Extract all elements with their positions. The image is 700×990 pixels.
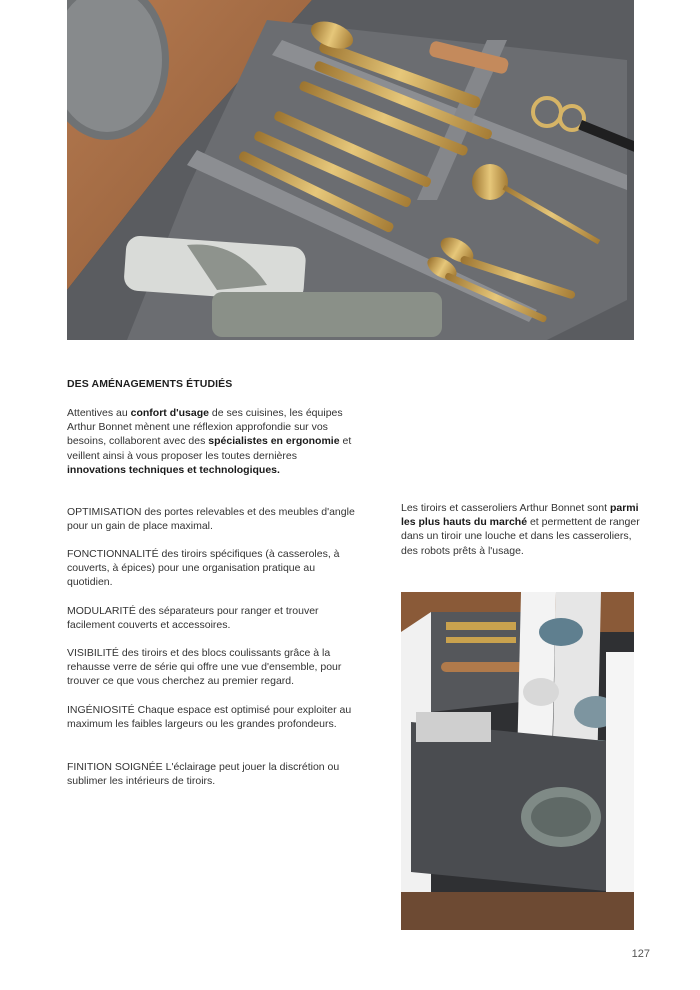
feature-title: MODULARITÉ [67, 605, 136, 617]
feature-fonctionnalite [67, 547, 357, 590]
feature-optimisation [67, 505, 357, 533]
feature-text: des séparateurs pour ranger et trouver facilement couverts et accessoires. [67, 605, 319, 632]
feature-title: INGÉNIOSITÉ [67, 704, 135, 716]
side-keyword: parmi les plus hauts du marché [401, 502, 639, 529]
feature-text: des portes relevables et des meubles d'angle pour un gain de place maximal. [67, 506, 355, 533]
feature-title: FINITION SOIGNÉE [67, 761, 163, 773]
intro-keyword: spécialistes en ergonomie [208, 435, 340, 448]
drawer-cutlery-photo [67, 0, 634, 340]
side-text: et permettent de ranger dans un tiroir une louche et dans les casseroliers, des robots prêts à l'usage. [401, 516, 640, 557]
feature-title: FONCTIONNALITÉ [67, 548, 159, 560]
side-text: Les tiroirs et casseroliers Arthur Bonnet sont [401, 502, 610, 514]
intro-text: de ses cuisines, les équipes Arthur Bonnet mènent une réflexion approfondie sur vos besoins, collaborent avec des [67, 407, 343, 448]
side-paragraph [401, 501, 641, 558]
feature-text: Chaque espace est optimisé pour exploiter au maximum les faibles largeurs ou les grandes profondeurs. [67, 704, 352, 731]
feature-text: des tiroirs et des blocs coulissants grâce à la rehausse verre de série qui offre une vue d'ensemble, pour trouver ce que vous cherchez au premier regard. [67, 647, 342, 688]
feature-visibilite [67, 646, 357, 689]
intro-text: Attentives au [67, 407, 131, 419]
feature-title: OPTIMISATION [67, 506, 142, 518]
intro-paragraph [67, 406, 357, 477]
intro-keyword: confort d'usage [130, 407, 209, 419]
section-heading: DES AMÉNAGEMENTS ÉTUDIÉS [67, 378, 233, 390]
feature-finition [67, 760, 357, 788]
intro-keyword: innovations techniques et technologiques. [67, 463, 280, 476]
drawers-open-photo [401, 592, 634, 930]
feature-text: L'éclairage peut jouer la discrétion ou sublimer les intérieurs de tiroirs. [67, 761, 340, 788]
intro-text: et veillent ainsi à vous proposer les toutes dernières [67, 435, 352, 462]
feature-title: VISIBILITÉ [67, 647, 119, 659]
page-number: 127 [631, 948, 650, 960]
feature-text: des tiroirs spécifiques (à casseroles, à couverts, à épices) pour une organisation pratique au quotidien. [67, 548, 340, 589]
feature-ingeniosite [67, 703, 357, 731]
feature-modularite [67, 604, 357, 632]
